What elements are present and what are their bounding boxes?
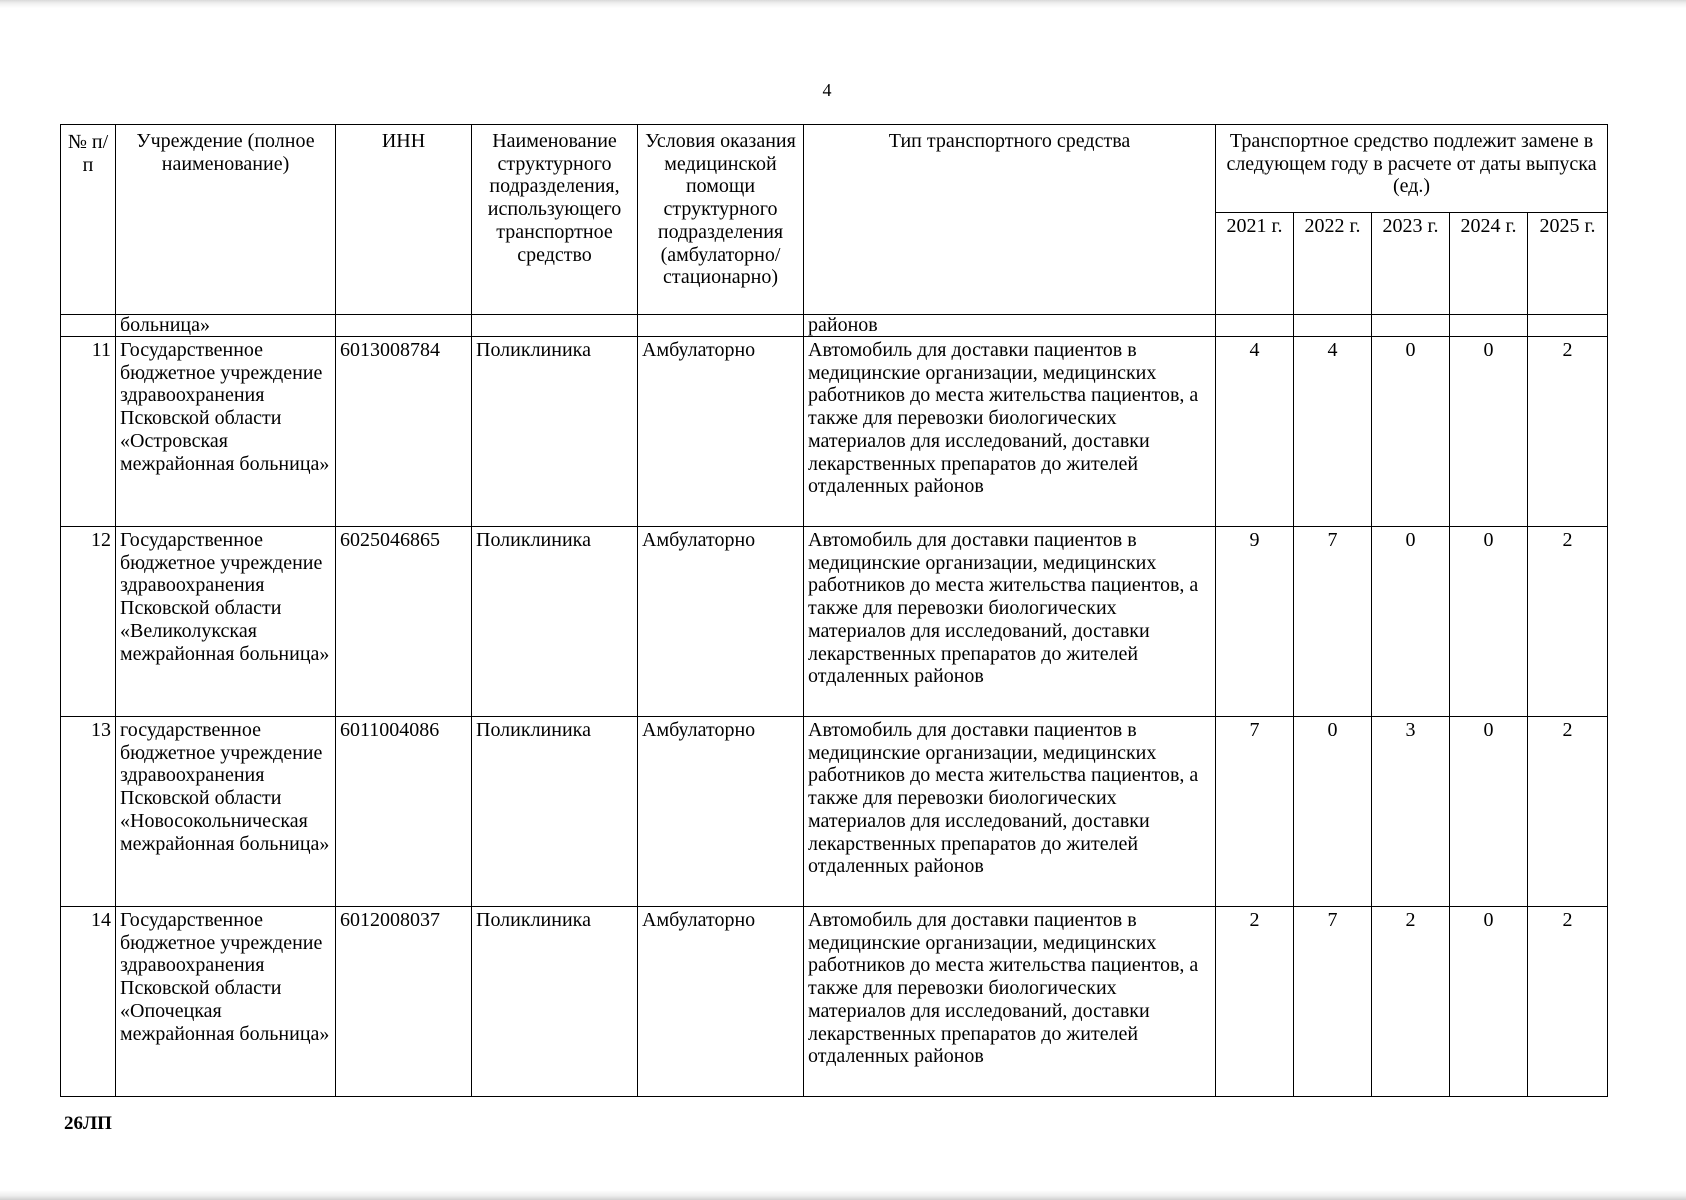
- table-row: [61, 717, 1608, 907]
- cell-inn: 6012008037: [336, 907, 472, 1097]
- cell-institution: государственное бюджетное учреждение здравоохранения Псковской области «Новосокольническая межрайонная больница»: [116, 717, 336, 907]
- header-vehicle-type: Тип транспортного средства: [804, 125, 1216, 315]
- cell-conditions: Амбулаторно: [638, 907, 804, 1097]
- cell-vehicle-type: Автомобиль для доставки пациентов в медицинские организации, медицинских работников до места жительства пациентов, а также для перевозки биологических материалов для исследований, доставки лекарственных препаратов до жителей отдаленных районов: [804, 907, 1216, 1097]
- cell-vehicle-type: Автомобиль для доставки пациентов в медицинские организации, медицинских работников до места жительства пациентов, а также для перевозки биологических материалов для исследований, доставки лекарственных препаратов до жителей отдаленных районов: [804, 717, 1216, 907]
- cell-no: 13: [61, 717, 116, 907]
- cell-inn: 6011004086: [336, 717, 472, 907]
- cell-no: 11: [61, 337, 116, 527]
- cell-institution: Государственное бюджетное учреждение здравоохранения Псковской области «Опочецкая межрайонная больница»: [116, 907, 336, 1097]
- table-row: [61, 337, 1608, 527]
- cell-year-2021: 2: [1216, 907, 1294, 1097]
- cell-vehicle-type: районов: [804, 315, 1216, 337]
- cell-institution: Государственное бюджетное учреждение здравоохранения Псковской области «Великолукская межрайонная больница»: [116, 527, 336, 717]
- cell-year-2023: 2: [1372, 907, 1450, 1097]
- header-year-2023: 2023 г.: [1372, 213, 1450, 315]
- header-year-2022: 2022 г.: [1294, 213, 1372, 315]
- cell-vehicle-type: Автомобиль для доставки пациентов в медицинские организации, медицинских работников до места жительства пациентов, а также для перевозки биологических материалов для исследований, доставки лекарственных препаратов до жителей отдаленных районов: [804, 527, 1216, 717]
- cell-no: 14: [61, 907, 116, 1097]
- cell-department: Поликлиника: [472, 337, 638, 527]
- header-conditions: Условия оказания медицинской помощи структурного подразделения (амбулаторно/ стационарно): [638, 125, 804, 315]
- cell-year-2022: 4: [1294, 337, 1372, 527]
- scan-edge-bottom: [0, 1190, 1686, 1200]
- header-institution: Учреждение (полное наименование): [116, 125, 336, 315]
- cell-department: Поликлиника: [472, 717, 638, 907]
- cell-year: [1294, 315, 1372, 337]
- cell-year-2022: 7: [1294, 527, 1372, 717]
- cell-year-2024: 0: [1450, 717, 1528, 907]
- cell-year: [1216, 315, 1294, 337]
- header-department: Наименование структурного подразделения, использующего транспортное средство: [472, 125, 638, 315]
- cell-year-2021: 4: [1216, 337, 1294, 527]
- page-number: 4: [822, 80, 832, 100]
- cell-year-2021: 9: [1216, 527, 1294, 717]
- cell-year-2024: 0: [1450, 527, 1528, 717]
- cell-year-2024: 0: [1450, 907, 1528, 1097]
- header-replacement-group: Транспортное средство подлежит замене в следующем году в расчете от даты выпуска (ед.): [1216, 125, 1608, 213]
- cell-inn: 6013008784: [336, 337, 472, 527]
- table-row: [61, 527, 1608, 717]
- cell-conditions: Амбулаторно: [638, 527, 804, 717]
- cell-department: Поликлиника: [472, 527, 638, 717]
- header-row: [61, 125, 1608, 213]
- cell-year-2023: 0: [1372, 337, 1450, 527]
- cell-vehicle-type: Автомобиль для доставки пациентов в медицинские организации, медицинских работников до места жительства пациентов, а также для перевозки биологических материалов для исследований, доставки лекарственных препаратов до жителей отдаленных районов: [804, 337, 1216, 527]
- footer-document-code: 26ЛП: [64, 1113, 112, 1134]
- header-no: № п/п: [61, 125, 116, 315]
- cell-year-2025: 2: [1528, 717, 1608, 907]
- cell-department: [472, 315, 638, 337]
- cell-year: [1450, 315, 1528, 337]
- cell-year-2022: 7: [1294, 907, 1372, 1097]
- cell-year-2025: 2: [1528, 337, 1608, 527]
- cell-year-2023: 3: [1372, 717, 1450, 907]
- table-row: [61, 907, 1608, 1097]
- header-year-2024: 2024 г.: [1450, 213, 1528, 315]
- scan-edge-top: [0, 0, 1686, 8]
- continuation-row: [61, 315, 1608, 337]
- cell-year: [1372, 315, 1450, 337]
- cell-institution: больница»: [116, 315, 336, 337]
- cell-year-2022: 0: [1294, 717, 1372, 907]
- header-year-2021: 2021 г.: [1216, 213, 1294, 315]
- header-year-2025: 2025 г.: [1528, 213, 1608, 315]
- cell-no: [61, 315, 116, 337]
- cell-inn: [336, 315, 472, 337]
- cell-no: 12: [61, 527, 116, 717]
- cell-year-2025: 2: [1528, 527, 1608, 717]
- cell-department: Поликлиника: [472, 907, 638, 1097]
- cell-inn: 6025046865: [336, 527, 472, 717]
- cell-year-2025: 2: [1528, 907, 1608, 1097]
- cell-conditions: [638, 315, 804, 337]
- header-inn: ИНН: [336, 125, 472, 315]
- cell-conditions: Амбулаторно: [638, 717, 804, 907]
- cell-year: [1528, 315, 1608, 337]
- cell-year-2023: 0: [1372, 527, 1450, 717]
- cell-year-2024: 0: [1450, 337, 1528, 527]
- cell-institution: Государственное бюджетное учреждение здравоохранения Псковской области «Островская межрайонная больница»: [116, 337, 336, 527]
- cell-conditions: Амбулаторно: [638, 337, 804, 527]
- vehicle-replacement-table: [60, 124, 1608, 1097]
- cell-year-2021: 7: [1216, 717, 1294, 907]
